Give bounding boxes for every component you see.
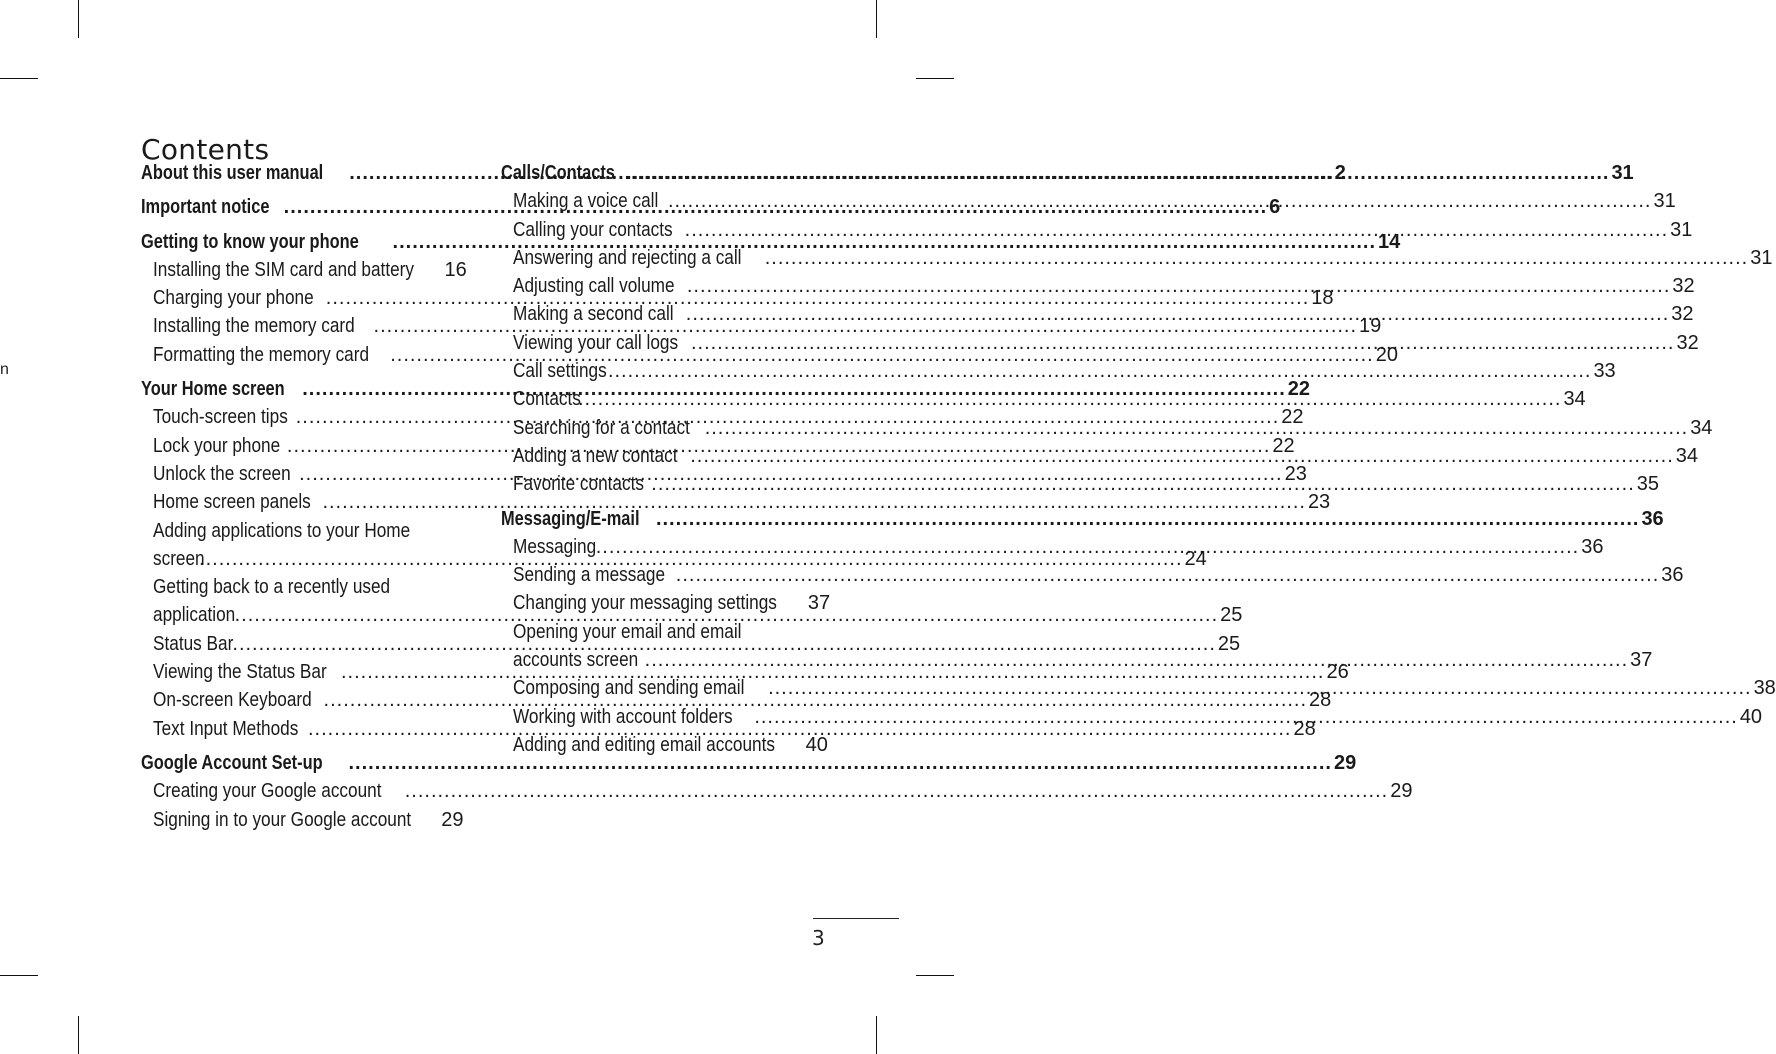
toc-entry-label: Charging your phone: [153, 287, 314, 310]
dot-leader: [705, 414, 1689, 442]
dot-leader: [685, 216, 1669, 244]
toc-entry-page: 35: [1636, 473, 1660, 496]
toc-entry-label: Adjusting call volume: [513, 275, 675, 298]
toc-section: [141, 749, 1413, 834]
toc-entry-label: Status Bar: [153, 632, 234, 655]
toc-entry-label: Adding applications to your Home: [153, 519, 411, 542]
page-number: 3: [812, 926, 825, 950]
dot-leader: [687, 272, 1671, 300]
toc-entry-label: Call settings: [513, 360, 607, 383]
toc-entry[interactable]: [501, 357, 1616, 385]
dot-leader: [768, 674, 1752, 702]
toc-section-heading-label: Google Account Set-up: [141, 751, 323, 774]
edge-text-fragment: n: [0, 361, 9, 378]
toc-entry-continued-page: 24: [1184, 547, 1207, 570]
page-number-rule: [813, 918, 899, 919]
toc-entry-page: 32: [1672, 275, 1695, 298]
toc-entry-label: Working with account folders: [513, 705, 733, 728]
dot-leader: [578, 385, 1562, 413]
dot-leader: [596, 533, 1580, 561]
dot-leader: [754, 703, 1738, 731]
toc-entry-page: 23: [1284, 462, 1307, 485]
toc-entry-continued-label: screen: [153, 547, 205, 570]
toc-section-heading[interactable]: [501, 159, 1634, 187]
toc-entry-label: Changing your messaging settings: [513, 592, 777, 615]
toc-entry-page: 29: [1390, 780, 1413, 803]
crop-mark-top-left: [78, 0, 79, 38]
toc-entry-page: 28: [1309, 689, 1332, 712]
toc-entry-page: 34: [1675, 444, 1698, 467]
toc-entry-label: Making a voice call: [513, 190, 659, 213]
toc-entry-page: 28: [1293, 717, 1316, 740]
toc-entry-label: Sending a message: [513, 564, 666, 587]
toc-entry-label: Composing and sending email: [513, 677, 745, 700]
toc-entry-page: 31: [1653, 190, 1676, 213]
toc-section-heading[interactable]: [501, 505, 1664, 533]
toc-entry-continued-label: application: [153, 604, 236, 627]
toc-entry-page: 38: [1753, 677, 1776, 700]
crop-mark-bottom-left: [78, 1016, 79, 1054]
toc-section-heading-label: Getting to know your phone: [141, 230, 359, 253]
toc-section-heading-page: 2: [1334, 162, 1346, 184]
dot-leader: [656, 505, 1640, 533]
toc-section-heading-label: Important notice: [141, 196, 270, 219]
toc-entry[interactable]: [501, 589, 831, 617]
toc-entry-page: 16: [444, 258, 467, 281]
dot-leader: [686, 300, 1670, 328]
toc-entry-continued-page: 25: [1220, 604, 1243, 627]
toc-entry[interactable]: [501, 618, 822, 646]
toc-entry-continued-label: accounts screen: [513, 649, 639, 672]
dot-leader: [608, 357, 1592, 385]
crop-mark-right-bottom: [916, 975, 954, 976]
toc-section-heading-page: 31: [1611, 162, 1634, 184]
toc-entry-label: Signing in to your Google account: [153, 808, 412, 831]
toc-entry[interactable]: [501, 731, 828, 759]
dot-leader: [668, 187, 1652, 215]
toc-section-heading-label: Your Home screen: [141, 378, 285, 401]
toc-entry-page: 32: [1671, 303, 1694, 326]
toc-entry-label: Touch-screen tips: [153, 406, 288, 429]
toc-entry-page: 25: [1217, 632, 1241, 655]
toc-entry-label: Calling your contacts: [513, 218, 673, 241]
toc-section-heading-label: Messaging/E-mail: [501, 507, 640, 530]
toc-entry-label: Viewing your call logs: [513, 331, 679, 354]
toc-entry-page: 22: [1272, 434, 1295, 457]
toc-entry-page: 20: [1375, 343, 1398, 366]
toc-entry-page: 36: [1661, 564, 1684, 587]
toc-entry-page: 34: [1690, 416, 1713, 439]
toc-entry-page: 22: [1281, 406, 1304, 429]
toc-entry-label: Formatting the memory card: [153, 343, 370, 366]
toc-entry-continued-page: 37: [1630, 649, 1653, 672]
page-title: Contents: [141, 132, 270, 166]
crop-mark-left-top: [0, 78, 38, 79]
toc-section-heading-page: 36: [1641, 507, 1664, 530]
toc-entry-label: Adding and editing email accounts: [513, 733, 776, 756]
dot-leader: [765, 244, 1749, 272]
toc-section-heading-label: Calls/Contacts: [501, 162, 615, 184]
toc-entry-page: 33: [1593, 360, 1616, 383]
toc-entry[interactable]: [141, 256, 467, 284]
dot-leader: [645, 646, 1629, 674]
crop-mark-bottom-right: [876, 1016, 877, 1054]
toc-section-heading[interactable]: [141, 749, 1357, 777]
toc-entry-label: Unlock the screen: [153, 462, 291, 485]
toc-entry-page: 18: [1311, 287, 1334, 310]
dot-leader: [691, 329, 1675, 357]
toc-section-heading-page: 6: [1269, 196, 1281, 219]
toc-entry-page: 29: [441, 808, 464, 831]
toc-entry-label: Messaging: [513, 535, 597, 558]
toc-entry-page: 31: [1750, 246, 1773, 269]
dot-leader: [348, 749, 1332, 777]
toc-entry[interactable]: [141, 488, 1331, 516]
dot-leader: [676, 561, 1660, 589]
toc-entry-page: 36: [1581, 535, 1604, 558]
toc-entry-label: Creating your Google account: [153, 780, 382, 803]
toc-entry-page: 40: [805, 733, 828, 756]
toc-entry-label: On-screen Keyboard: [153, 689, 312, 712]
toc-section-heading-page: 22: [1287, 378, 1310, 401]
toc-entry[interactable]: [141, 806, 462, 834]
toc-entry[interactable]: [501, 244, 1773, 272]
toc-entry-label: Answering and rejecting a call: [513, 246, 742, 269]
toc-entry-label: Installing the SIM card and battery: [153, 258, 415, 281]
toc-entry-page: 19: [1359, 315, 1382, 338]
toc-entry-label: Opening your email and email: [513, 620, 742, 643]
toc-entry-page: 31: [1670, 218, 1693, 241]
toc-entry-label: Text Input Methods: [153, 717, 299, 740]
crop-mark-right-top: [916, 78, 954, 79]
toc-entry-page: 23: [1307, 491, 1331, 514]
dot-leader: [405, 777, 1389, 805]
toc-entry-label: Making a second call: [513, 303, 674, 326]
toc-entry-label: Lock your phone: [153, 434, 281, 457]
toc-entry-label: Contacts: [513, 388, 581, 411]
toc-section-heading-page: 29: [1333, 751, 1357, 774]
toc-section-heading-label: About this user manual: [141, 162, 324, 184]
dot-leader: [690, 442, 1674, 470]
toc-entry-label: Searching for a contact: [513, 416, 690, 439]
toc-entry-label: Viewing the Status Bar: [153, 661, 327, 684]
toc-entry[interactable]: [501, 561, 1684, 589]
toc-entry-page: 32: [1676, 331, 1699, 354]
toc-entry-page: 37: [807, 592, 831, 615]
toc-entry[interactable]: [141, 777, 1413, 805]
toc-entry-label: Installing the memory card: [153, 315, 355, 338]
toc-entry[interactable]: [141, 517, 462, 545]
toc-section-heading-page: 14: [1378, 230, 1401, 253]
crop-mark-top-right: [876, 0, 877, 38]
crop-mark-left-bottom: [0, 975, 38, 976]
toc-entry-label: Adding a new contact: [513, 444, 678, 467]
toc-entry-label: Getting back to a recently used: [153, 576, 391, 599]
dot-leader: [651, 470, 1635, 498]
dot-leader: [626, 159, 1610, 187]
toc-entry-label: Favorite contacts: [513, 473, 644, 496]
toc-entry[interactable]: [501, 187, 1676, 215]
toc-entry-label: Home screen panels: [153, 491, 311, 514]
toc-entry-page: 26: [1326, 661, 1349, 684]
toc-entry[interactable]: [141, 573, 462, 601]
toc-entry-page: 40: [1739, 705, 1763, 728]
toc-entry-page: 34: [1563, 388, 1586, 411]
